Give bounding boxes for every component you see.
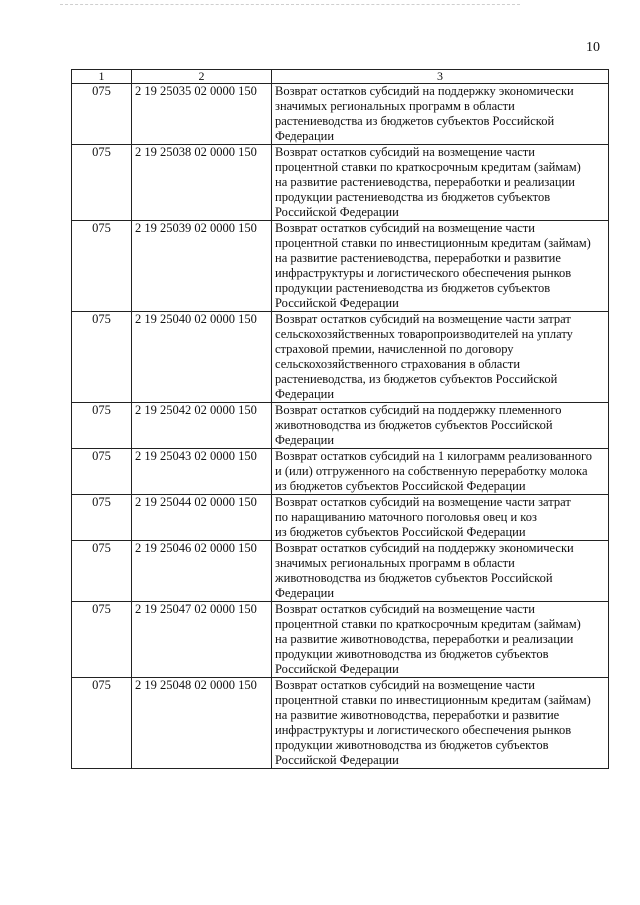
description-line: и (или) отгруженного на собственную переработку молока — [275, 464, 588, 478]
description-line: Возврат остатков субсидий на возмещение части — [275, 145, 535, 159]
description-line: Возврат остатков субсидий на возмещение части — [275, 221, 535, 235]
table-row — [72, 312, 609, 403]
table-row — [72, 84, 609, 145]
description-line: Возврат остатков субсидий на возмещение части — [275, 602, 535, 616]
description-line: значимых региональных программ в области — [275, 556, 515, 570]
description-line: Возврат остатков субсидий на возмещение части — [275, 678, 535, 692]
description-line: из бюджетов субъектов Российской Федерации — [275, 479, 526, 493]
description-line: продукции растениеводства из бюджетов субъектов — [275, 281, 551, 295]
description-line: значимых региональных программ в области — [275, 99, 515, 113]
description-line: продукции растениеводства из бюджетов субъектов — [275, 190, 551, 204]
description-line: процентной ставки по краткосрочным кредитам (займам) — [275, 160, 581, 174]
description-line: инфраструктуры и логистического обеспечения рынков — [275, 723, 572, 737]
description-cell — [272, 145, 609, 221]
description-line: Возврат остатков субсидий на поддержку экономически — [275, 84, 574, 98]
description-line: Федерации — [275, 586, 335, 600]
budget-code-cell: 2 19 25035 02 0000 150 — [132, 84, 272, 145]
budget-codes-table — [71, 69, 609, 769]
budget-code-cell: 2 19 25046 02 0000 150 — [132, 541, 272, 602]
table-row — [72, 145, 609, 221]
description-line: Федерации — [275, 387, 335, 401]
description-line: Возврат остатков субсидий на 1 килограмм реализованного — [275, 449, 593, 463]
description-cell — [272, 602, 609, 678]
scan-edge-artifact — [60, 4, 520, 5]
description-line: Федерации — [275, 129, 335, 143]
description-line: животноводства из бюджетов субъектов Российской — [275, 571, 553, 585]
table-row — [72, 678, 609, 769]
description-line: Возврат остатков субсидий на поддержку экономически — [275, 541, 574, 555]
admin-code-cell: 075 — [72, 145, 132, 221]
budget-code-cell: 2 19 25047 02 0000 150 — [132, 602, 272, 678]
description-line: на развитие растениеводства, переработки и реализации — [275, 175, 575, 189]
description-line: процентной ставки по инвестиционным кредитам (займам) — [275, 236, 591, 250]
description-line: из бюджетов субъектов Российской Федерации — [275, 525, 526, 539]
description-cell — [272, 495, 609, 541]
admin-code-cell: 075 — [72, 221, 132, 312]
description-line: растениеводства из бюджетов субъектов Российской — [275, 114, 555, 128]
budget-code-cell: 2 19 25039 02 0000 150 — [132, 221, 272, 312]
description-line: Возврат остатков субсидий на поддержку племенного — [275, 403, 562, 417]
description-line: на развитие животноводства, переработки и развитие — [275, 708, 560, 722]
description-cell — [272, 312, 609, 403]
budget-code-cell: 2 19 25042 02 0000 150 — [132, 403, 272, 449]
description-line: Федерации — [275, 433, 335, 447]
table-row — [72, 403, 609, 449]
description-cell — [272, 84, 609, 145]
description-line: процентной ставки по краткосрочным кредитам (займам) — [275, 617, 581, 631]
description-line: Российской Федерации — [275, 296, 399, 310]
page-number: 10 — [586, 40, 600, 55]
description-line: по наращиванию маточного поголовья овец и коз — [275, 510, 537, 524]
budget-code-cell: 2 19 25043 02 0000 150 — [132, 449, 272, 495]
description-line: Возврат остатков субсидий на возмещение части затрат — [275, 495, 571, 509]
header-col-2: 2 — [132, 70, 272, 84]
description-line: на развитие растениеводства, переработки и развитие — [275, 251, 561, 265]
header-col-3: 3 — [272, 70, 609, 84]
description-line: продукции животноводства из бюджетов субъектов — [275, 647, 549, 661]
table-row — [72, 449, 609, 495]
table-row — [72, 541, 609, 602]
table-row — [72, 495, 609, 541]
admin-code-cell: 075 — [72, 602, 132, 678]
description-line: Российской Федерации — [275, 205, 399, 219]
description-line: Российской Федерации — [275, 662, 399, 676]
description-line: процентной ставки по инвестиционным кредитам (займам) — [275, 693, 591, 707]
description-line: сельскохозяйственного страхования в области — [275, 357, 521, 371]
description-line: Российской Федерации — [275, 753, 399, 767]
description-line: инфраструктуры и логистического обеспечения рынков — [275, 266, 572, 280]
admin-code-cell: 075 — [72, 312, 132, 403]
table-body — [72, 84, 609, 769]
admin-code-cell: 075 — [72, 541, 132, 602]
description-line: страховой премии, начисленной по договору — [275, 342, 514, 356]
table-row — [72, 221, 609, 312]
description-line: Возврат остатков субсидий на возмещение части затрат — [275, 312, 571, 326]
description-line: сельскохозяйственных товаропроизводителей на уплату — [275, 327, 573, 341]
description-cell — [272, 221, 609, 312]
description-line: животноводства из бюджетов субъектов Российской — [275, 418, 553, 432]
budget-code-cell: 2 19 25040 02 0000 150 — [132, 312, 272, 403]
budget-code-cell: 2 19 25038 02 0000 150 — [132, 145, 272, 221]
budget-code-cell: 2 19 25044 02 0000 150 — [132, 495, 272, 541]
description-cell — [272, 541, 609, 602]
description-cell — [272, 449, 609, 495]
budget-code-cell: 2 19 25048 02 0000 150 — [132, 678, 272, 769]
table-row — [72, 602, 609, 678]
header-col-1: 1 — [72, 70, 132, 84]
description-line: продукции животноводства из бюджетов субъектов — [275, 738, 549, 752]
admin-code-cell: 075 — [72, 84, 132, 145]
admin-code-cell: 075 — [72, 678, 132, 769]
description-line: на развитие животноводства, переработки и реализации — [275, 632, 574, 646]
description-line: растениеводства, из бюджетов субъектов Российской — [275, 372, 558, 386]
admin-code-cell: 075 — [72, 403, 132, 449]
admin-code-cell: 075 — [72, 495, 132, 541]
table-header-row — [72, 70, 609, 84]
admin-code-cell: 075 — [72, 449, 132, 495]
description-cell — [272, 403, 609, 449]
description-cell — [272, 678, 609, 769]
